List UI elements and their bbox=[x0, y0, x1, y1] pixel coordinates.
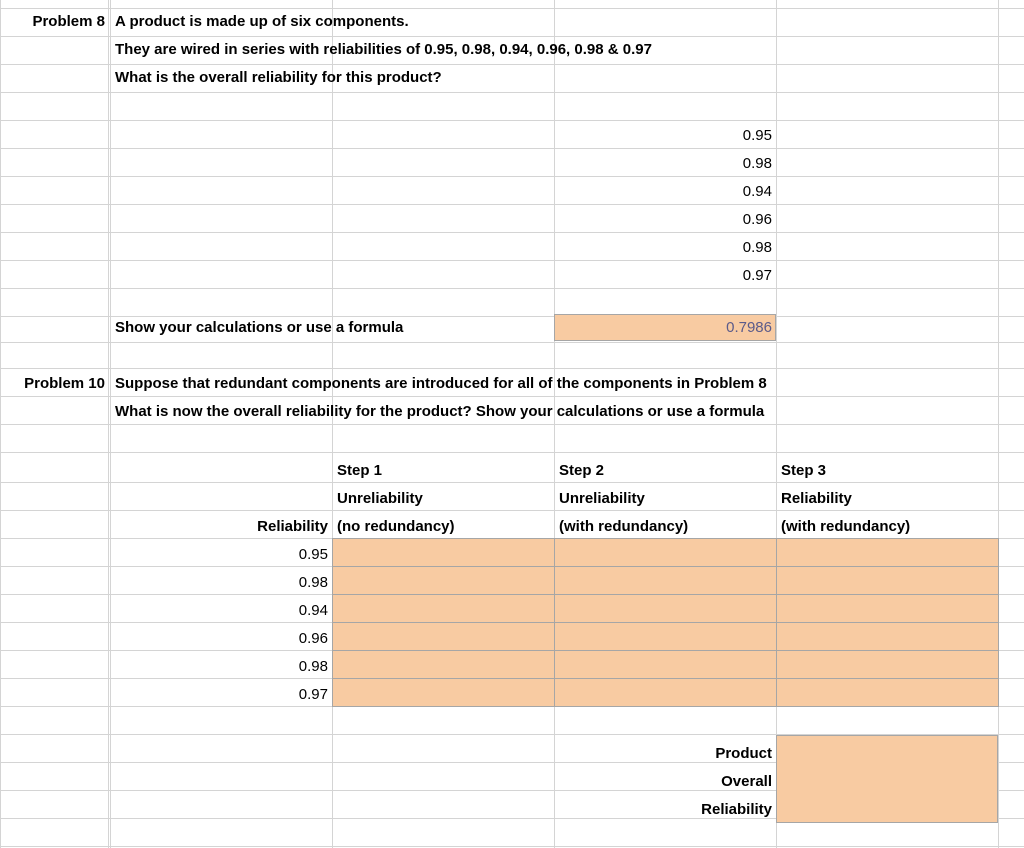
step3-input-cell[interactable] bbox=[776, 594, 999, 623]
step1-input-cell[interactable] bbox=[332, 594, 555, 623]
gridline-col bbox=[998, 0, 999, 848]
step2-title: Step 2 bbox=[559, 462, 605, 479]
gridline-row bbox=[0, 232, 1024, 233]
problem8-value[interactable]: 0.95 bbox=[742, 127, 772, 144]
gridline-row bbox=[0, 148, 1024, 149]
problem10-value[interactable]: 0.94 bbox=[298, 602, 328, 619]
gridline-row bbox=[0, 288, 1024, 289]
step3-input-cell[interactable] bbox=[776, 678, 999, 707]
step2-input-cell[interactable] bbox=[554, 622, 777, 651]
step2-input-cell[interactable] bbox=[554, 594, 777, 623]
gridline-row bbox=[0, 452, 1024, 453]
gridline-row bbox=[0, 120, 1024, 121]
step2-input-cell[interactable] bbox=[554, 650, 777, 679]
gridline-col bbox=[0, 0, 1, 848]
step1-input-cell[interactable] bbox=[332, 622, 555, 651]
step1-sub1: Unreliability bbox=[337, 490, 423, 507]
gridline-col bbox=[332, 0, 333, 848]
step1-title: Step 1 bbox=[337, 462, 383, 479]
product-label-line3: Reliability bbox=[701, 801, 772, 818]
gridline-row bbox=[0, 8, 1024, 9]
step1-input-cell[interactable] bbox=[332, 538, 555, 567]
step2-sub2: (with redundancy) bbox=[559, 518, 689, 535]
step1-sub2: (no redundancy) bbox=[337, 518, 455, 535]
gridline-row bbox=[0, 396, 1024, 397]
step3-input-cell[interactable] bbox=[776, 538, 999, 567]
step2-input-cell[interactable] bbox=[554, 678, 777, 707]
gridline-col bbox=[554, 0, 555, 848]
gridline-row bbox=[0, 342, 1024, 343]
step3-input-cell[interactable] bbox=[776, 622, 999, 651]
problem10-value[interactable]: 0.98 bbox=[298, 658, 328, 675]
problem8-line2: They are wired in series with reliabilities of 0.95, 0.98, 0.94, 0.96, 0.98 & 0.97 bbox=[115, 41, 652, 58]
problem10-value[interactable]: 0.95 bbox=[298, 546, 328, 563]
step3-title: Step 3 bbox=[781, 462, 827, 479]
gridline-row bbox=[0, 204, 1024, 205]
gridline-row bbox=[0, 176, 1024, 177]
problem8-value[interactable]: 0.98 bbox=[742, 239, 772, 256]
step3-input-cell[interactable] bbox=[776, 566, 999, 595]
step2-input-cell[interactable] bbox=[554, 538, 777, 567]
gridline-row bbox=[0, 846, 1024, 847]
reliability-header: Reliability bbox=[257, 518, 328, 535]
problem10-value[interactable]: 0.98 bbox=[298, 574, 328, 591]
step3-sub2: (with redundancy) bbox=[781, 518, 911, 535]
problem8-value[interactable]: 0.96 bbox=[742, 211, 772, 228]
gridline-row bbox=[0, 510, 1024, 511]
step3-sub1: Reliability bbox=[781, 490, 852, 507]
problem8-result-value: 0.7986 bbox=[726, 319, 772, 336]
gridline-col bbox=[110, 0, 111, 848]
gridline-row bbox=[0, 92, 1024, 93]
product-label-line2: Overall bbox=[721, 773, 772, 790]
gridline-row bbox=[0, 316, 1024, 317]
problem8-label: Problem 8 bbox=[32, 13, 105, 30]
step1-input-cell[interactable] bbox=[332, 678, 555, 707]
step2-input-cell[interactable] bbox=[554, 566, 777, 595]
gridline-row bbox=[0, 260, 1024, 261]
problem10-value[interactable]: 0.97 bbox=[298, 686, 328, 703]
gridline-row bbox=[0, 424, 1024, 425]
problem8-value[interactable]: 0.97 bbox=[742, 267, 772, 284]
problem10-label: Problem 10 bbox=[24, 375, 105, 392]
gridline-col bbox=[108, 0, 109, 848]
gridline-row bbox=[0, 64, 1024, 65]
product-label-line1: Product bbox=[715, 745, 772, 762]
problem8-value[interactable]: 0.98 bbox=[742, 155, 772, 172]
gridline-row bbox=[0, 36, 1024, 37]
problem10-line1: Suppose that redundant components are introduced for all of the components in Problem 8 bbox=[115, 375, 767, 392]
problem8-line3: What is the overall reliability for this product? bbox=[115, 69, 442, 86]
step1-input-cell[interactable] bbox=[332, 566, 555, 595]
gridline-row bbox=[0, 368, 1024, 369]
problem8-value[interactable]: 0.94 bbox=[742, 183, 772, 200]
problem8-calc-label: Show your calculations or use a formula bbox=[115, 319, 404, 336]
problem8-line1: A product is made up of six components. bbox=[115, 13, 409, 30]
gridline-col bbox=[776, 0, 777, 848]
gridline-row bbox=[0, 482, 1024, 483]
problem10-line2: What is now the overall reliability for the product? Show your calculations or use a formula bbox=[115, 403, 765, 420]
step2-sub1: Unreliability bbox=[559, 490, 645, 507]
step1-input-cell[interactable] bbox=[332, 650, 555, 679]
problem10-value[interactable]: 0.96 bbox=[298, 630, 328, 647]
step3-input-cell[interactable] bbox=[776, 650, 999, 679]
product-overall-reliability-cell[interactable] bbox=[776, 735, 998, 823]
